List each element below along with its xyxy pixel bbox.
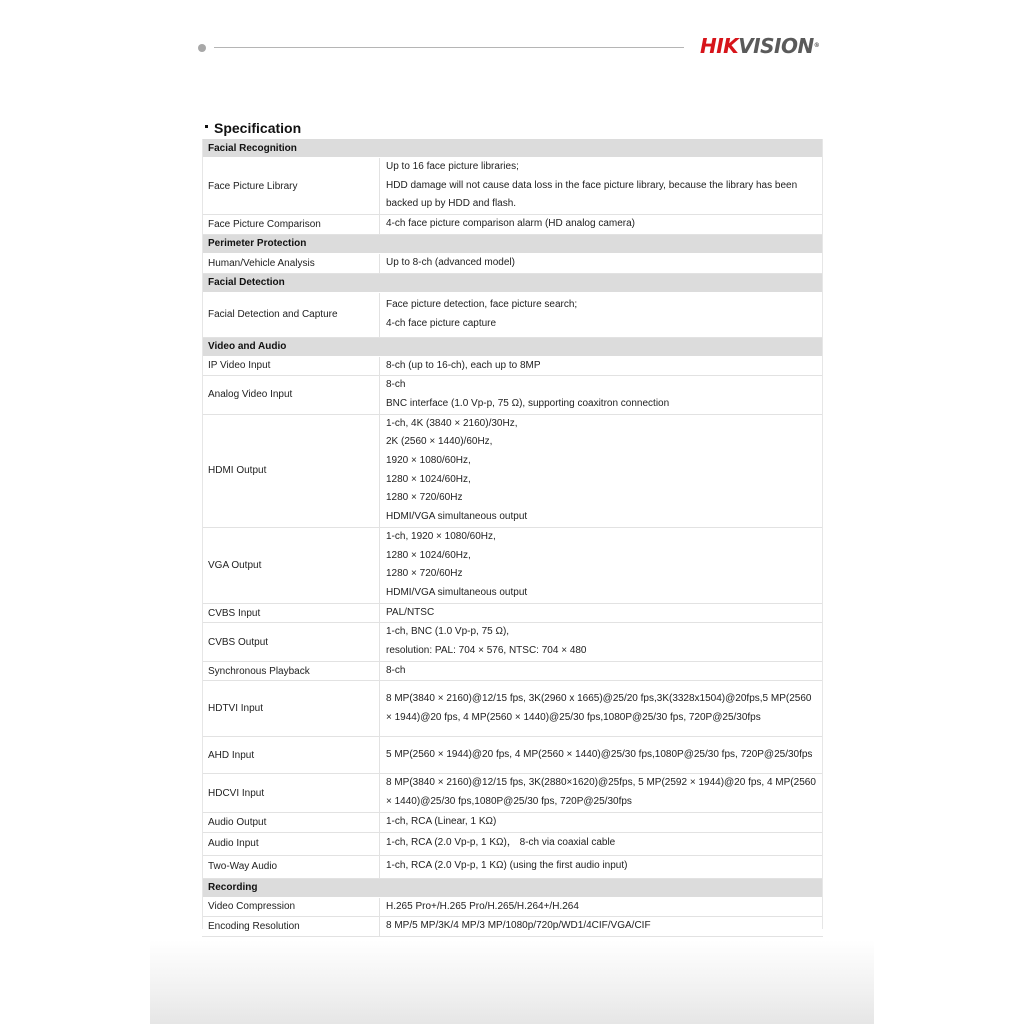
spec-value (380, 812, 824, 832)
spec-label: Facial Detection and Capture (202, 292, 380, 337)
spec-value-line: 1-ch, RCA (Linear, 1 KΩ) (386, 815, 497, 827)
section-header-row (202, 878, 823, 897)
section-header: Video and Audio (202, 337, 823, 356)
spec-row (202, 215, 823, 235)
spec-label: Video Compression (202, 897, 380, 917)
logo-grey-part: VISION (738, 34, 814, 58)
spec-row (202, 812, 823, 832)
spec-value (380, 215, 824, 235)
spec-label: Audio Input (202, 832, 380, 855)
spec-label: HDMI Output (202, 414, 380, 527)
page-title-text: Specification (214, 120, 302, 136)
spec-row (202, 253, 823, 273)
spec-value (380, 832, 824, 855)
spec-value-line: 1-ch, BNC (1.0 Vp-p, 75 Ω), (386, 626, 510, 638)
spec-value (380, 897, 824, 917)
spec-label: Face Picture Library (202, 158, 380, 215)
spec-value (380, 681, 824, 737)
spec-label: IP Video Input (202, 356, 380, 376)
logo-registered-mark: ® (813, 42, 820, 49)
spec-value-line: HDMI/VGA simultaneous output (386, 586, 528, 598)
spec-value-line: 8-ch (386, 379, 406, 391)
spec-row (202, 158, 823, 215)
header-rule (214, 47, 684, 48)
spec-value-line: 1-ch, RCA (2.0 Vp-p, 1 KΩ)， 8-ch via coaxial cable (386, 837, 616, 849)
spec-value-line: Up to 8-ch (advanced model) (386, 256, 515, 268)
spec-row (202, 356, 823, 376)
spec-value-line: Face picture detection, face picture search; (386, 298, 578, 310)
spec-value-line: HDMI/VGA simultaneous output (386, 511, 528, 523)
spec-value (380, 527, 824, 603)
spec-value-line: 1280 × 1024/60Hz, (386, 549, 471, 561)
spec-value-line: 8 MP/5 MP/3K/4 MP/3 MP/1080p/720p/WD1/4CIF/VGA/CIF (386, 920, 651, 932)
section-header: Facial Detection (202, 273, 823, 292)
table-left-border (202, 139, 203, 929)
spec-value (380, 414, 824, 527)
spec-row (202, 855, 823, 878)
section-header: Facial Recognition (202, 139, 823, 158)
section-header-row (202, 337, 823, 356)
spec-value-line: Up to 16 face picture libraries; (386, 161, 519, 172)
spec-row (202, 292, 823, 337)
section-header-row (202, 234, 823, 253)
spec-value-line: H.265 Pro+/H.265 Pro/H.265/H.264+/H.264 (386, 900, 579, 912)
spec-row (202, 414, 823, 527)
spec-row (202, 527, 823, 603)
spec-label: CVBS Input (202, 603, 380, 623)
spec-value-line: 1280 × 720/60Hz (386, 568, 463, 580)
table-right-border (822, 139, 823, 929)
spec-label: AHD Input (202, 737, 380, 774)
spec-value (380, 292, 824, 337)
section-header: Perimeter Protection (202, 234, 823, 253)
spec-value-line: 8 MP(3840 × 2160)@12/15 fps, 3K(2880×1620)@25fps, 5 MP(2592 × 1944)@20 fps, 4 MP(2560 × 1440)@25/30 fps,1080P@25/30 fps, 720P@25/30fps (386, 777, 816, 808)
spec-row (202, 774, 823, 812)
spec-row (202, 603, 823, 623)
header-dot (198, 44, 206, 52)
spec-label: HDTVI Input (202, 681, 380, 737)
spec-value-line: 5 MP(2560 × 1944)@20 fps, 4 MP(2560 × 1440)@25/30 fps,1080P@25/30 fps, 720P@25/30fps (386, 749, 813, 761)
spec-label: Human/Vehicle Analysis (202, 253, 380, 273)
spec-value-line: 1-ch, RCA (2.0 Vp-p, 1 KΩ) (using the first audio input) (386, 860, 628, 872)
section-header: Recording (202, 878, 823, 897)
spec-row (202, 623, 823, 661)
specification-table (202, 139, 823, 937)
title-bullet (205, 125, 208, 128)
spec-value-line: 1-ch, 4K (3840 × 2160)/30Hz, (386, 417, 518, 429)
spec-value (380, 356, 824, 376)
spec-value (380, 603, 824, 623)
spec-value-line: 1-ch, 1920 × 1080/60Hz, (386, 530, 496, 542)
spec-value-line: 4-ch face picture capture (386, 317, 497, 329)
section-header-row (202, 139, 823, 158)
spec-label: Synchronous Playback (202, 661, 380, 681)
spec-value (380, 253, 824, 273)
spec-value-line: 4-ch face picture comparison alarm (HD analog camera) (386, 218, 635, 230)
spec-value (380, 158, 824, 215)
spec-row (202, 681, 823, 737)
spec-value-line: 1280 × 720/60Hz (386, 492, 463, 504)
spec-label: CVBS Output (202, 623, 380, 661)
spec-value-line: BNC interface (1.0 Vp-p, 75 Ω), supporting coaxitron connection (386, 397, 670, 409)
spec-value (380, 661, 824, 681)
spec-value-line: 1920 × 1080/60Hz, (386, 455, 471, 467)
spec-label: Two-Way Audio (202, 855, 380, 878)
spec-value-line: 1280 × 1024/60Hz, (386, 473, 471, 485)
spec-value-line: resolution: PAL: 704 × 576, NTSC: 704 × 480 (386, 645, 587, 657)
spec-value (380, 376, 824, 414)
spec-label: Analog Video Input (202, 376, 380, 414)
hikvision-logo (700, 33, 819, 59)
spec-value (380, 774, 824, 812)
spec-row (202, 917, 823, 937)
spec-value-line: PAL/NTSC (386, 606, 435, 618)
spec-label: Face Picture Comparison (202, 215, 380, 235)
spec-row (202, 832, 823, 855)
spec-label: HDCVI Input (202, 774, 380, 812)
section-header-row (202, 273, 823, 292)
spec-row (202, 737, 823, 774)
page-title (205, 118, 301, 138)
spec-value (380, 623, 824, 661)
spec-label: Encoding Resolution (202, 917, 380, 937)
spec-row (202, 376, 823, 414)
spec-row (202, 897, 823, 917)
logo-red-part: HIK (700, 34, 739, 58)
spec-value (380, 737, 824, 774)
spec-row (202, 661, 823, 681)
spec-label: Audio Output (202, 812, 380, 832)
spec-label: VGA Output (202, 527, 380, 603)
spec-value-line: 8 MP(3840 × 2160)@12/15 fps, 3K(2960 x 1665)@25/20 fps,3K(3328x1504)@20fps,5 MP(2560 × 1944)@20 fps, 4 MP(2560 × 1440)@25/30 fps,1080P@25/30 fps, 720P@25/30fps (386, 693, 812, 723)
spec-value-line: 8-ch (386, 664, 406, 676)
spec-value-line: 2K (2560 × 1440)/60Hz, (386, 436, 493, 448)
spec-value (380, 917, 824, 937)
page-bottom-shading (150, 940, 874, 1024)
spec-value-line: HDD damage will not cause data loss in the face picture library, because the library has been backed up by HDD and flash. (386, 179, 798, 210)
spec-value (380, 855, 824, 878)
spec-value-line: 8-ch (up to 16-ch), each up to 8MP (386, 359, 541, 371)
